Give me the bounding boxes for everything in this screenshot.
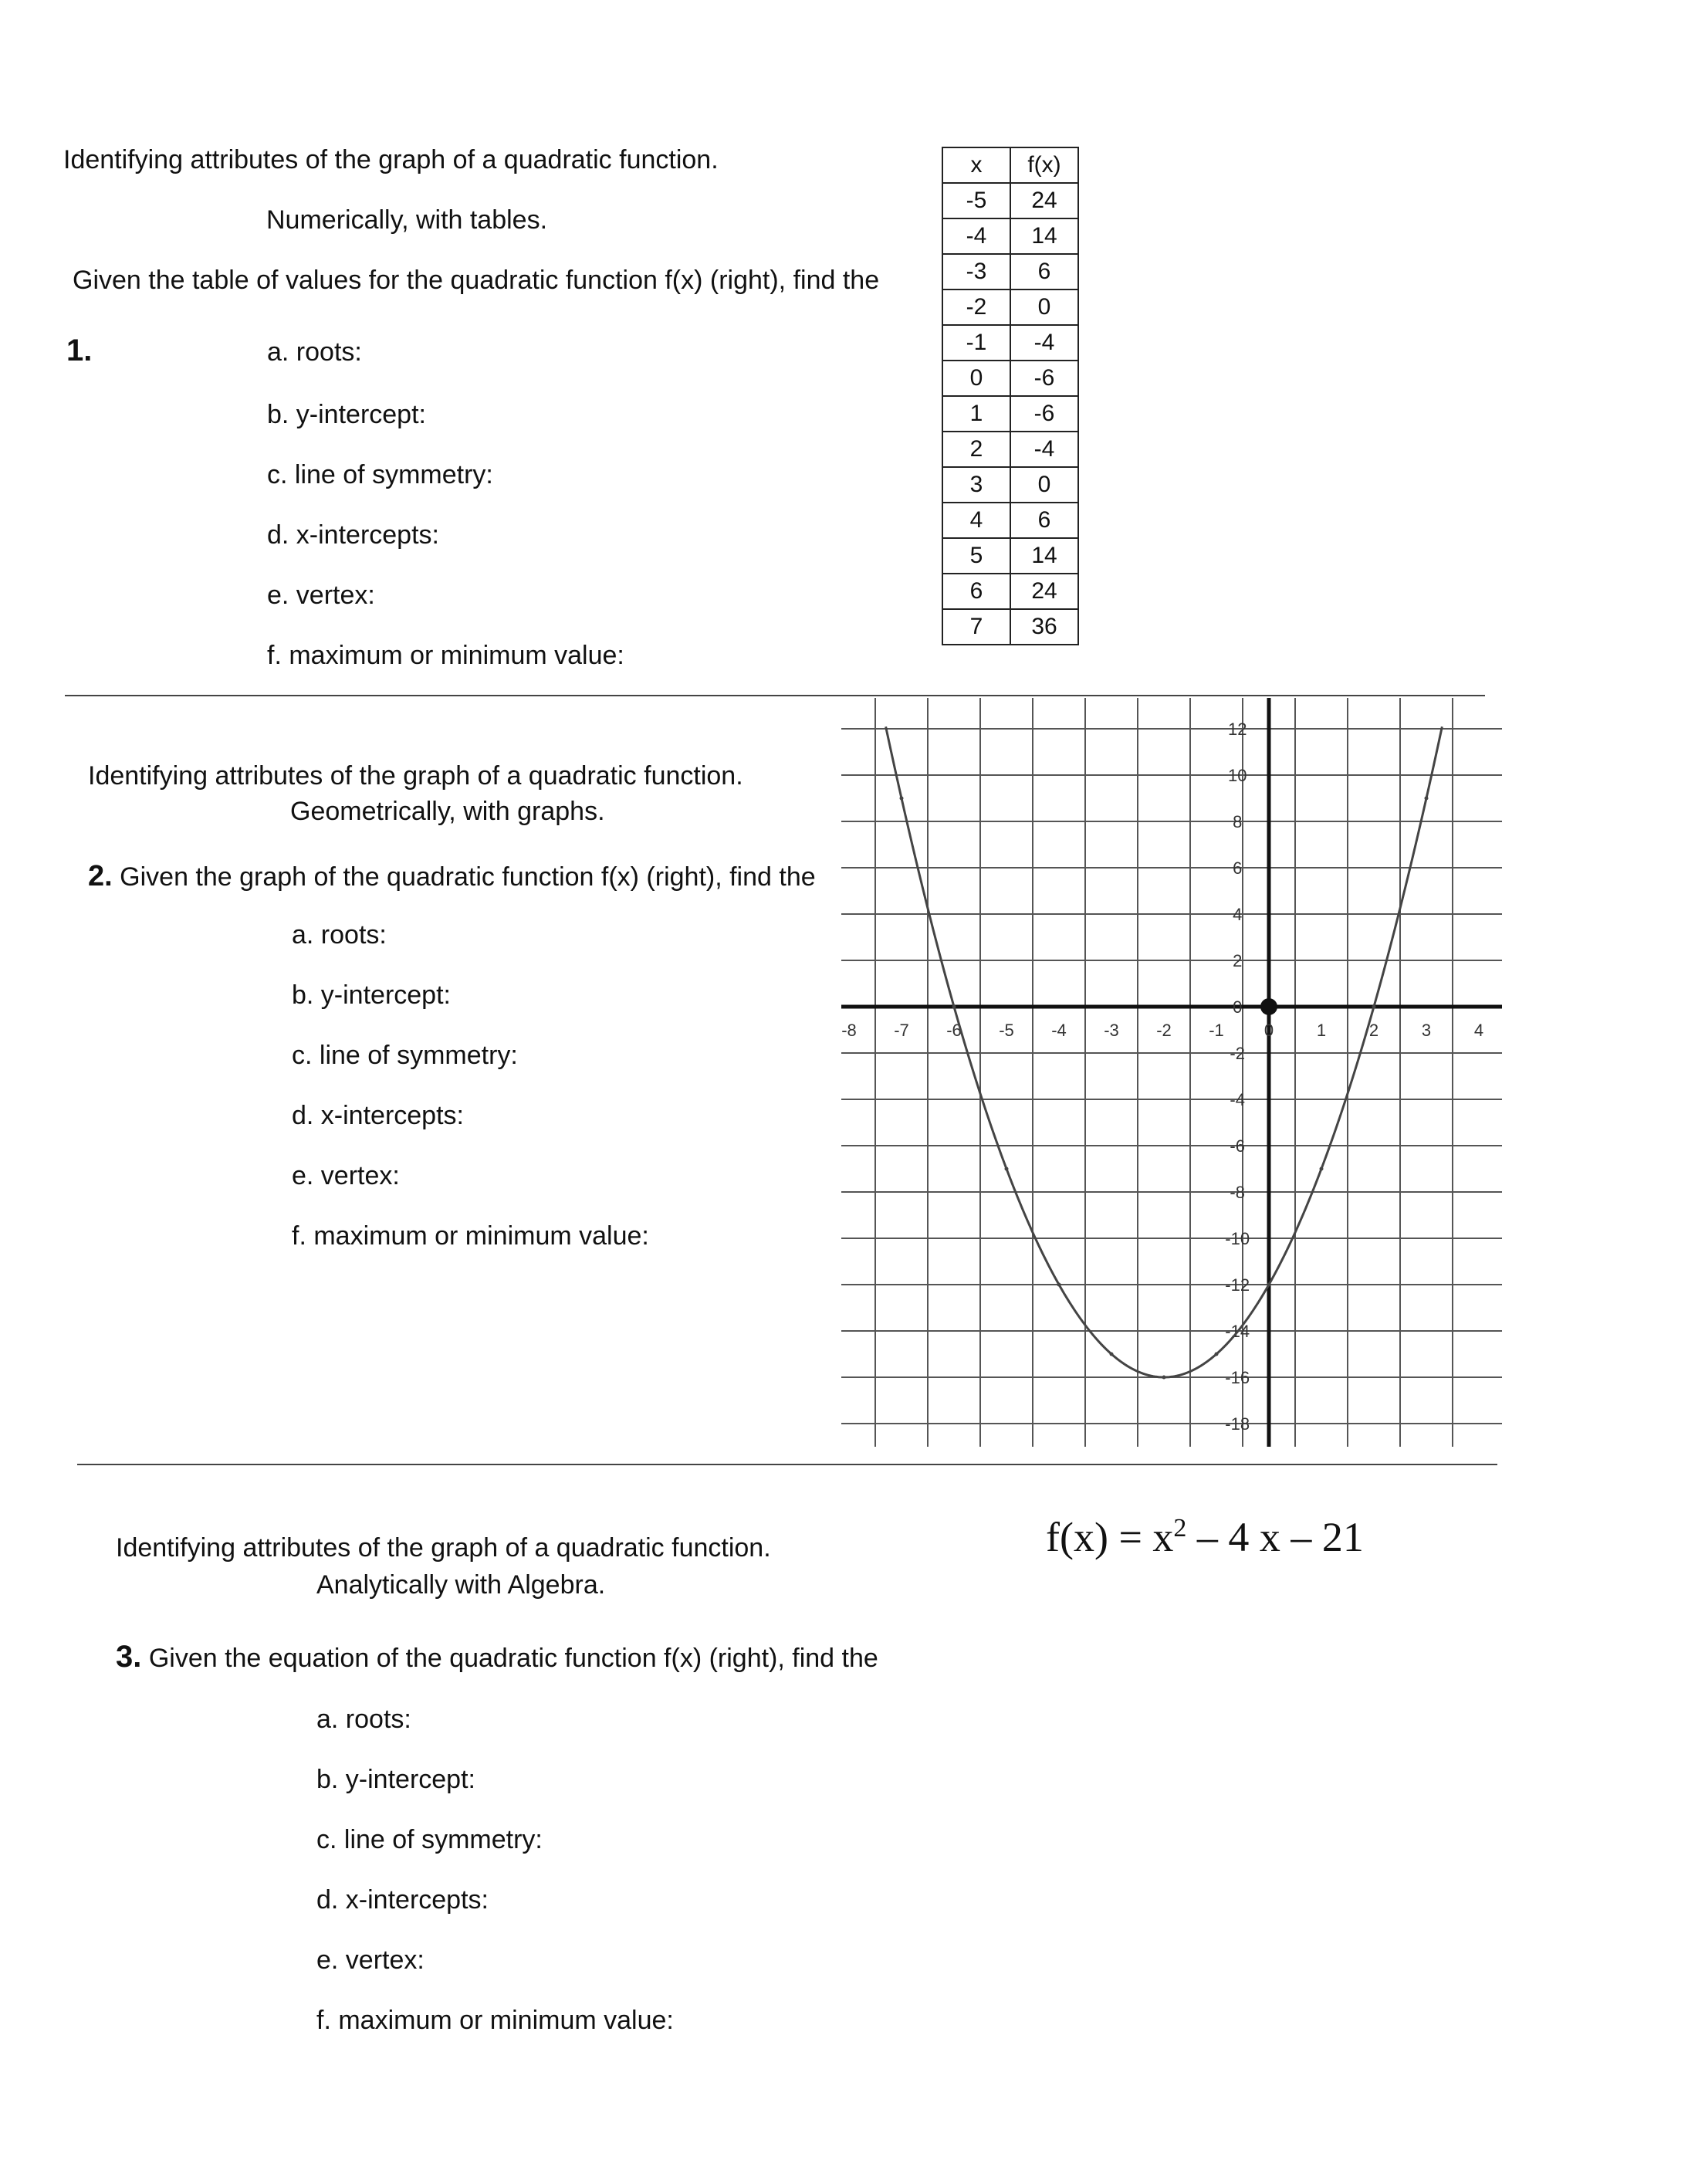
table-cell: -3 xyxy=(942,254,1010,290)
table-cell: -1 xyxy=(942,325,1010,361)
s1-item-y-intercept: b. y-intercept: xyxy=(267,400,426,429)
table-row xyxy=(942,325,1078,361)
section3-number: 3. xyxy=(116,1640,142,1674)
y-tick-label: 12 xyxy=(1227,720,1247,739)
y-tick-label: -8 xyxy=(1230,1183,1245,1202)
y-tick-label: 8 xyxy=(1233,812,1243,831)
curve-point xyxy=(900,797,904,801)
table-row xyxy=(942,467,1078,503)
x-tick-label: -4 xyxy=(1051,1021,1067,1040)
s2-item-line-of-symmetry: c. line of symmetry: xyxy=(292,1041,518,1070)
y-tick-label: 6 xyxy=(1233,858,1243,878)
s3-item-y-intercept: b. y-intercept: xyxy=(316,1765,475,1794)
table-cell: 0 xyxy=(1010,290,1078,325)
table-cell: 6 xyxy=(1010,254,1078,290)
table-cell: 2 xyxy=(942,432,1010,467)
s1-item-vertex: e. vertex: xyxy=(267,581,375,610)
table-cell: 24 xyxy=(1010,574,1078,609)
table-row xyxy=(942,361,1078,396)
y-tick-label: -4 xyxy=(1230,1090,1245,1109)
table-cell: 5 xyxy=(942,538,1010,574)
parabola-curve xyxy=(886,726,1443,1377)
x-tick-label: -7 xyxy=(894,1021,909,1040)
curve-point xyxy=(1425,797,1429,801)
section3-prompt: Given the equation of the quadratic function f(x) (right), find the xyxy=(148,1644,878,1673)
table-cell: 1 xyxy=(942,396,1010,432)
s1-item-roots: a. roots: xyxy=(267,337,362,367)
section3-subtitle: Analytically with Algebra. xyxy=(316,1570,606,1600)
table-row xyxy=(942,254,1078,290)
table-cell: -4 xyxy=(942,218,1010,254)
s1-item-line-of-symmetry: c. line of symmetry: xyxy=(267,460,493,489)
y-tick-label: -16 xyxy=(1225,1368,1250,1387)
table-row xyxy=(942,432,1078,467)
s2-item-vertex: e. vertex: xyxy=(292,1161,400,1190)
curve-point xyxy=(952,1005,956,1009)
x-tick-label: 4 xyxy=(1473,1021,1484,1040)
x-tick-label: -5 xyxy=(999,1021,1014,1040)
table-row xyxy=(942,396,1078,432)
y-tick-label: -18 xyxy=(1225,1414,1250,1434)
curve-point xyxy=(1372,1005,1376,1009)
curve-point xyxy=(1162,1376,1166,1380)
table-cell: 14 xyxy=(1010,538,1078,574)
origin-point xyxy=(1260,998,1277,1015)
x-tick-label: -6 xyxy=(946,1021,962,1040)
y-tick-label: 0 xyxy=(1233,997,1243,1017)
table-cell: -5 xyxy=(942,183,1010,218)
s3-item-line-of-symmetry: c. line of symmetry: xyxy=(316,1825,543,1854)
table-row xyxy=(942,574,1078,609)
s3-item-x-intercepts: d. x-intercepts: xyxy=(316,1885,489,1915)
table-cell: 3 xyxy=(942,467,1010,503)
table-cell: 14 xyxy=(1010,218,1078,254)
table-cell: -4 xyxy=(1010,432,1078,467)
table-cell: 0 xyxy=(942,361,1010,396)
section1-subtitle: Numerically, with tables. xyxy=(266,205,548,235)
equation-rhs: – 4 x – 21 xyxy=(1186,1514,1364,1560)
table-cell: -6 xyxy=(1010,361,1078,396)
values-table xyxy=(942,147,1079,645)
table-header-row xyxy=(942,147,1078,183)
y-tick-label: -2 xyxy=(1230,1044,1245,1063)
section2-subtitle: Geometrically, with graphs. xyxy=(290,797,605,826)
table-cell: -6 xyxy=(1010,396,1078,432)
s1-item-x-intercepts: d. x-intercepts: xyxy=(267,520,439,550)
y-tick-label: -12 xyxy=(1225,1275,1250,1295)
y-tick-label: -14 xyxy=(1225,1322,1250,1341)
section3-prompt-line xyxy=(116,1640,878,1674)
table-cell: -2 xyxy=(942,290,1010,325)
s2-item-x-intercepts: d. x-intercepts: xyxy=(292,1101,464,1130)
y-tick-label: -6 xyxy=(1230,1136,1245,1156)
s1-item-max-min: f. maximum or minimum value: xyxy=(267,641,624,670)
table-row xyxy=(942,218,1078,254)
table-row xyxy=(942,290,1078,325)
section2-title: Identifying attributes of the graph of a quadratic function. xyxy=(88,761,743,791)
table-cell: 24 xyxy=(1010,183,1078,218)
s3-item-max-min: f. maximum or minimum value: xyxy=(316,2006,674,2035)
curve-point xyxy=(1215,1353,1219,1356)
section2-prompt: Given the graph of the quadratic function f(x) (right), find the xyxy=(120,862,816,892)
table-row xyxy=(942,609,1078,645)
y-tick-label: 4 xyxy=(1233,905,1243,924)
s3-item-vertex: e. vertex: xyxy=(316,1945,425,1975)
equation-exponent: 2 xyxy=(1173,1514,1187,1542)
curve-point xyxy=(1005,1167,1009,1171)
y-tick-label: 10 xyxy=(1227,766,1247,785)
table-header-fx: f(x) xyxy=(1010,147,1078,183)
table-cell: 6 xyxy=(942,574,1010,609)
section2-prompt-line xyxy=(88,860,816,893)
equation-lhs: f(x) = x xyxy=(1046,1514,1174,1560)
table-cell: 6 xyxy=(1010,503,1078,538)
quadratic-graph xyxy=(834,695,1513,1467)
y-tick-label: -10 xyxy=(1225,1229,1250,1248)
curve-point xyxy=(1057,1283,1061,1287)
x-tick-label: -2 xyxy=(1156,1021,1172,1040)
x-tick-label: 2 xyxy=(1368,1021,1379,1040)
x-tick-label: -8 xyxy=(841,1021,857,1040)
x-tick-label: 1 xyxy=(1316,1021,1327,1040)
y-tick-label: 2 xyxy=(1233,951,1243,970)
curve-point xyxy=(1267,1283,1271,1287)
table-cell: 4 xyxy=(942,503,1010,538)
x-tick-label: 0 xyxy=(1263,1021,1274,1040)
s2-item-y-intercept: b. y-intercept: xyxy=(292,980,451,1010)
section1-number: 1. xyxy=(66,334,93,367)
table-cell: -4 xyxy=(1010,325,1078,361)
curve-point xyxy=(1320,1167,1324,1171)
curve-point xyxy=(1110,1353,1114,1356)
section2-number: 2. xyxy=(88,860,113,892)
section1-title: Identifying attributes of the graph of a quadratic function. xyxy=(63,145,719,174)
divider-2 xyxy=(77,1464,1497,1465)
table-row xyxy=(942,183,1078,218)
table-cell: 7 xyxy=(942,609,1010,645)
table-row xyxy=(942,538,1078,574)
x-tick-label: -1 xyxy=(1209,1021,1224,1040)
table-header-x: x xyxy=(942,147,1010,183)
section3-title: Identifying attributes of the graph of a quadratic function. xyxy=(116,1533,771,1563)
s2-item-roots: a. roots: xyxy=(292,920,387,950)
s2-item-max-min: f. maximum or minimum value: xyxy=(292,1221,649,1251)
table-cell: 36 xyxy=(1010,609,1078,645)
table-row xyxy=(942,503,1078,538)
x-tick-label: 3 xyxy=(1421,1021,1432,1040)
table-cell: 0 xyxy=(1010,467,1078,503)
x-tick-label: -3 xyxy=(1104,1021,1119,1040)
s3-item-roots: a. roots: xyxy=(316,1705,411,1734)
equation xyxy=(1046,1513,1364,1561)
section1-prompt: Given the table of values for the quadratic function f(x) (right), find the xyxy=(73,266,880,295)
